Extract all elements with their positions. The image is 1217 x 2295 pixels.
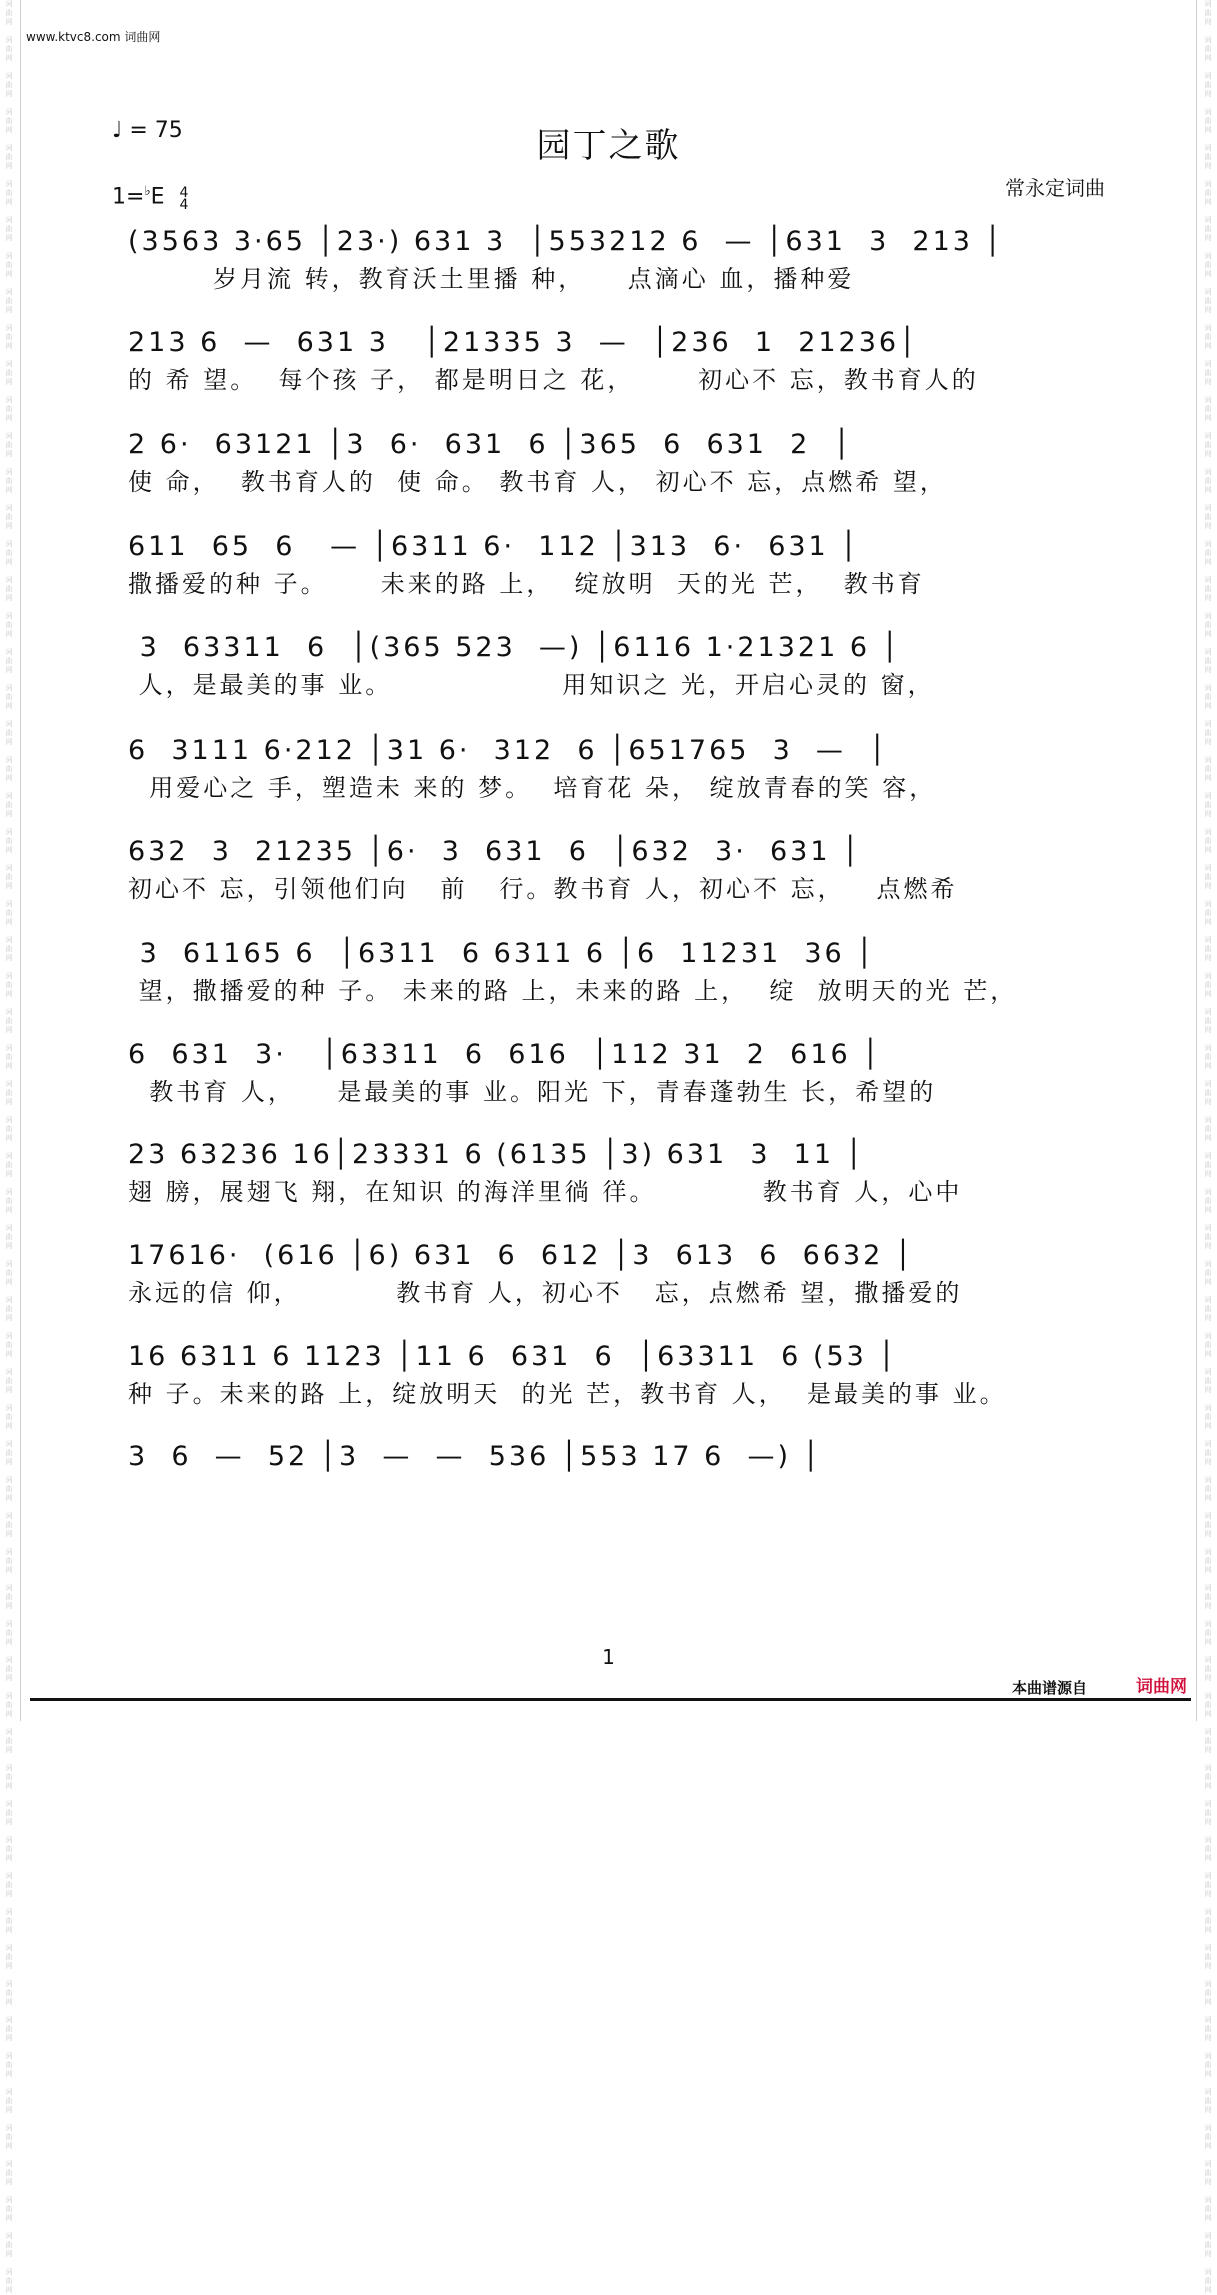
notation-line: 2 6· 63121 │3 6· 631 6 │365 6 631 2 │	[128, 429, 853, 460]
lyric-line: 岁月流 转，教育沃土里播 种， 点滴心 血，播种爱	[128, 265, 855, 293]
key-note: E	[150, 184, 165, 210]
score-system	[128, 1337, 1103, 1411]
score-system	[128, 425, 1103, 499]
notation-line: 6 631 3· │63311 6 616 │112 31 2 616 │	[128, 1039, 882, 1070]
notation-line: 17616· (616 │6) 631 6 612 │3 613 6 6632 │	[128, 1240, 915, 1271]
lyric-line: 撒播爱的种 子。 未来的路 上， 绽放明 天的光 芒， 教书育	[128, 570, 925, 598]
lyric-line: 使 命， 教书育人的 使 命。 教书育 人， 初心不 忘，点燃希 望，	[128, 468, 947, 496]
score-system	[128, 1437, 1103, 1511]
tempo-text: ♩ = 75	[112, 118, 183, 143]
left-margin-line	[20, 0, 21, 1721]
footer-divider	[30, 1698, 1191, 1701]
lyric-line: 初心不 忘，引领他们向 前 行。教书育 人，初心不 忘， 点燃希	[128, 875, 958, 903]
notation-line: 3 61165 6 │6311 6 6311 6 │6 11231 36 │	[128, 938, 876, 969]
page-number: 1	[602, 1645, 615, 1669]
score-system	[128, 934, 1103, 1008]
right-margin-line	[1196, 0, 1197, 1721]
footer-logo: 词曲网	[1136, 1677, 1187, 1697]
notation-line: 16 6311 6 1123 │11 6 631 6 │63311 6 (53 │	[128, 1341, 898, 1372]
site-url: www.ktvc8.com 词曲网	[26, 30, 161, 44]
score-system	[128, 1135, 1103, 1209]
time-signature-bottom: 4	[179, 197, 189, 214]
score-system	[128, 1236, 1103, 1310]
score-system	[128, 527, 1103, 601]
lyric-line: 永远的信 仰， 教书育 人，初心不 忘，点燃希 望，撒播爱的	[128, 1279, 963, 1307]
notation-line: 611 65 6 — │6311 6· 112 │313 6· 631 │	[128, 531, 860, 562]
lyric-line: 望，撒播爱的种 子。 未来的路 上，未来的路 上， 绽 放明天的光 芒，	[128, 977, 1018, 1005]
notation-line: (3563 3·65 │23·) 631 3 │553212 6 — │631 3 213 │	[128, 226, 1004, 257]
score-system	[128, 222, 1103, 296]
composer-credit: 常永定词曲	[1005, 176, 1105, 200]
left-watermark-strip: 词 曲 网 词 曲 网 词 曲 网 词 曲 网 词 曲 网 词 曲 网 词 曲 网 词 曲 网 词 曲 网 词 曲 网 词 曲 网 词 曲 网 词 曲 网 词 曲 网 词 曲 网 词 曲 网 词 曲 网 词 曲 网 词 曲 网 词 曲 网 词 曲 网 词 曲 网 词 曲 网 词 曲 网 词 曲 网 词 曲 网 词 曲 网 词 曲 网 词 曲 网 词 曲 网 词 曲 网 词 曲 网 词 曲 网 词 曲 网 词 曲 网 词 曲 网 词 曲 网 词 曲 网 词 曲 网 词 曲 网 词 曲 网 词 曲 网 词 曲 网 词 曲 网 词 曲 网 词 曲 网 词 曲 网 词 曲 网 词 曲 网 词 曲 网 词 曲 网 词 曲 网 词 曲 网 词 曲 网 词 曲 网 词 曲 网 词 曲 网 词 曲 网 词 曲 网 词 曲 网 词 曲 网 词 曲 网 词 曲 网 词 曲 网	[5, 0, 13, 2294]
time-signature	[179, 185, 189, 214]
time-signature-top: 4	[179, 185, 189, 202]
score-system	[128, 323, 1103, 397]
notation-line: 23 63236 16│23331 6 (6135 │3) 631 3 11 │	[128, 1139, 865, 1170]
key-prefix: 1=	[112, 184, 145, 210]
key-signature	[112, 184, 189, 214]
lyric-line: 翅 膀，展翅飞 翔，在知识 的海洋里徜 徉。 教书育 人，心中	[128, 1178, 963, 1206]
notation-line: 3 63311 6 │(365 523 —) │6116 1·21321 6 │	[128, 632, 901, 663]
flat-icon: ♭	[144, 184, 151, 199]
lyric-line: 人，是最美的事 业。 用知识之 光，开启心灵的 窗，	[128, 671, 935, 699]
song-title: 园丁之歌	[536, 126, 681, 166]
right-watermark-strip: 词 曲 网 词 曲 网 词 曲 网 词 曲 网 词 曲 网 词 曲 网 词 曲 网 词 曲 网 词 曲 网 词 曲 网 词 曲 网 词 曲 网 词 曲 网 词 曲 网 词 曲 网 词 曲 网 词 曲 网 词 曲 网 词 曲 网 词 曲 网 词 曲 网 词 曲 网 词 曲 网 词 曲 网 词 曲 网 词 曲 网 词 曲 网 词 曲 网 词 曲 网 词 曲 网 词 曲 网 词 曲 网 词 曲 网 词 曲 网 词 曲 网 词 曲 网 词 曲 网 词 曲 网 词 曲 网 词 曲 网 词 曲 网 词 曲 网 词 曲 网 词 曲 网 词 曲 网 词 曲 网 词 曲 网 词 曲 网 词 曲 网 词 曲 网 词 曲 网 词 曲 网 词 曲 网 词 曲 网 词 曲 网 词 曲 网 词 曲 网 词 曲 网 词 曲 网 词 曲 网 词 曲 网 词 曲 网 词 曲 网 词 曲 网	[1204, 0, 1212, 2294]
score-system	[128, 731, 1103, 805]
notation-line: 632 3 21235 │6· 3 631 6 │632 3· 631 │	[128, 836, 862, 867]
lyric-line: 的 希 望。 每个孩 子， 都是明日之 花， 初心不 忘，教书育人的	[128, 366, 979, 394]
score-system	[128, 1035, 1103, 1109]
lyric-line: 用爱心之 手，塑造未 来的 梦。 培育花 朵， 绽放青春的笑 容，	[128, 774, 937, 802]
notation-line: 6 3111 6·212 │31 6· 312 6 │651765 3 — │	[128, 735, 889, 766]
notation-line: 3 6 — 52 │3 — — 536 │553 17 6 —) │	[128, 1441, 822, 1472]
lyric-line: 教书育 人， 是最美的事 业。阳光 下，青春蓬勃生 长，希望的	[128, 1078, 937, 1106]
score-system	[128, 628, 1103, 702]
lyric-line: 种 子。未来的路 上，绽放明天 的光 芒，教书育 人， 是最美的事 业。	[128, 1380, 1007, 1408]
footer-source-text: 本曲谱源自	[1011, 1679, 1087, 1697]
lyric-line	[128, 1477, 1103, 1511]
notation-line: 213 6 — 631 3 │21335 3 — │236 1 21236│	[128, 327, 919, 358]
score-system	[128, 832, 1103, 906]
